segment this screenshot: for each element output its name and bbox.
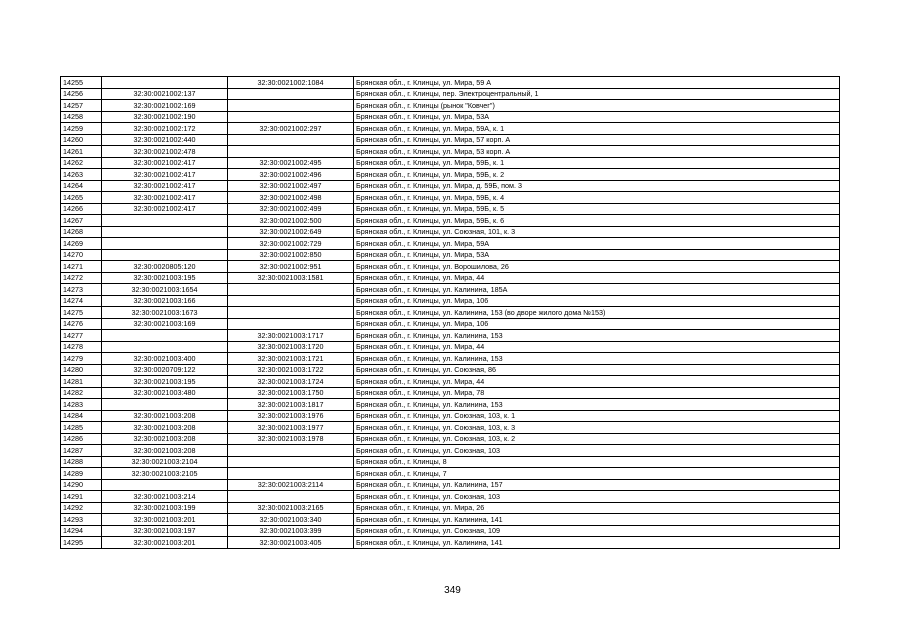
address-cell: Брянская обл., г. Клинцы, ул. Мира, 26 (354, 502, 840, 514)
cadastral-number-b-cell: 32:30:0021003:2114 (228, 479, 354, 491)
row-number-cell: 14260 (61, 134, 102, 146)
cadastral-number-a-cell: 32:30:0021003:201 (102, 514, 228, 526)
table-row (61, 203, 840, 215)
row-number-cell: 14276 (61, 318, 102, 330)
cadastral-number-b-cell: 32:30:0021002:495 (228, 157, 354, 169)
cadastral-number-a-cell (102, 249, 228, 261)
address-cell: Брянская обл., г. Клинцы, ул. Мира, 57 корп. А (354, 134, 840, 146)
cadastral-number-b-cell (228, 284, 354, 296)
cadastral-number-a-cell: 32:30:0020805:120 (102, 261, 228, 273)
table-row (61, 341, 840, 353)
cadastral-number-b-cell: 32:30:0021002:1084 (228, 77, 354, 89)
cadastral-number-a-cell: 32:30:0021003:1654 (102, 284, 228, 296)
table-row (61, 100, 840, 112)
address-cell: Брянская обл., г. Клинцы, ул. Мира, 44 (354, 341, 840, 353)
table-row (61, 491, 840, 503)
cadastral-number-a-cell: 32:30:0021003:195 (102, 376, 228, 388)
cadastral-number-a-cell: 32:30:0020709:122 (102, 364, 228, 376)
cadastral-number-a-cell (102, 399, 228, 411)
cadastral-number-b-cell: 32:30:0021003:1817 (228, 399, 354, 411)
cadastral-number-a-cell: 32:30:0021002:440 (102, 134, 228, 146)
table-row (61, 123, 840, 135)
cadastral-number-a-cell: 32:30:0021002:169 (102, 100, 228, 112)
address-cell: Брянская обл., г. Клинцы, ул. Мира, 59Б, к. 2 (354, 169, 840, 181)
row-number-cell: 14262 (61, 157, 102, 169)
table-row (61, 111, 840, 123)
address-cell: Брянская обл., г. Клинцы, ул. Союзная, 101, к. 3 (354, 226, 840, 238)
row-number-cell: 14289 (61, 468, 102, 480)
table-row (61, 318, 840, 330)
cadastral-number-b-cell: 32:30:0021002:496 (228, 169, 354, 181)
cadastral-number-b-cell: 32:30:0021003:1976 (228, 410, 354, 422)
row-number-cell: 14259 (61, 123, 102, 135)
row-number-cell: 14257 (61, 100, 102, 112)
row-number-cell: 14277 (61, 330, 102, 342)
cadastral-number-b-cell (228, 318, 354, 330)
row-number-cell: 14268 (61, 226, 102, 238)
row-number-cell: 14285 (61, 422, 102, 434)
address-cell: Брянская обл., г. Клинцы, ул. Союзная, 103 (354, 491, 840, 503)
cadastral-number-a-cell: 32:30:0021002:172 (102, 123, 228, 135)
cadastral-number-b-cell: 32:30:0021002:297 (228, 123, 354, 135)
row-number-cell: 14266 (61, 203, 102, 215)
row-number-cell: 14292 (61, 502, 102, 514)
cadastral-number-b-cell: 32:30:0021003:340 (228, 514, 354, 526)
cadastral-number-b-cell: 32:30:0021003:405 (228, 537, 354, 549)
address-cell: Брянская обл., г. Клинцы, ул. Ворошилова, 26 (354, 261, 840, 273)
cadastral-number-a-cell: 32:30:0021002:417 (102, 180, 228, 192)
cadastral-number-b-cell: 32:30:0021003:2165 (228, 502, 354, 514)
cadastral-number-b-cell: 32:30:0021003:1750 (228, 387, 354, 399)
table-row (61, 215, 840, 227)
cadastral-number-b-cell: 32:30:0021003:1581 (228, 272, 354, 284)
row-number-cell: 14267 (61, 215, 102, 227)
address-cell: Брянская обл., г. Клинцы, ул. Союзная, 109 (354, 525, 840, 537)
table-row (61, 468, 840, 480)
cadastral-number-a-cell: 32:30:0021003:208 (102, 422, 228, 434)
row-number-cell: 14284 (61, 410, 102, 422)
cadastral-number-a-cell (102, 330, 228, 342)
table-row (61, 456, 840, 468)
row-number-cell: 14273 (61, 284, 102, 296)
cadastral-number-a-cell: 32:30:0021003:166 (102, 295, 228, 307)
cadastral-number-b-cell: 32:30:0021002:729 (228, 238, 354, 250)
row-number-cell: 14274 (61, 295, 102, 307)
row-number-cell: 14261 (61, 146, 102, 158)
table-row (61, 77, 840, 89)
cadastral-number-b-cell: 32:30:0021003:1724 (228, 376, 354, 388)
address-cell: Брянская обл., г. Клинцы, ул. Союзная, 103, к. 1 (354, 410, 840, 422)
cadastral-number-b-cell (228, 111, 354, 123)
table-row (61, 295, 840, 307)
table-row (61, 169, 840, 181)
table-row (61, 272, 840, 284)
table-row (61, 445, 840, 457)
table-row (61, 330, 840, 342)
table-row (61, 387, 840, 399)
cadastral-number-a-cell: 32:30:0021003:2105 (102, 468, 228, 480)
table-row (61, 410, 840, 422)
address-cell: Брянская обл., г. Клинцы, пер. Электроцентральный, 1 (354, 88, 840, 100)
address-cell: Брянская обл., г. Клинцы, ул. Мира, д. 59Б, пом. 3 (354, 180, 840, 192)
address-cell: Брянская обл., г. Клинцы, ул. Калинина, 153 (354, 330, 840, 342)
cadastral-number-b-cell: 32:30:0021003:1717 (228, 330, 354, 342)
cadastral-number-a-cell: 32:30:0021002:417 (102, 192, 228, 204)
cadastral-number-b-cell: 32:30:0021003:399 (228, 525, 354, 537)
cadastral-number-a-cell (102, 77, 228, 89)
address-cell: Брянская обл., г. Клинцы, ул. Союзная, 86 (354, 364, 840, 376)
cadastral-number-a-cell (102, 238, 228, 250)
registry-table-body (61, 77, 840, 549)
cadastral-number-b-cell (228, 456, 354, 468)
table-row (61, 88, 840, 100)
cadastral-number-b-cell: 32:30:0021002:497 (228, 180, 354, 192)
cadastral-number-b-cell (228, 445, 354, 457)
cadastral-number-b-cell: 32:30:0021003:1978 (228, 433, 354, 445)
address-cell: Брянская обл., г. Клинцы, ул. Мира, 59Б, к. 5 (354, 203, 840, 215)
cadastral-number-a-cell: 32:30:0021003:208 (102, 410, 228, 422)
address-cell: Брянская обл., г. Клинцы, ул. Калинина, 153 (354, 353, 840, 365)
row-number-cell: 14294 (61, 525, 102, 537)
cadastral-number-a-cell: 32:30:0021003:208 (102, 433, 228, 445)
row-number-cell: 14255 (61, 77, 102, 89)
address-cell: Брянская обл., г. Клинцы, ул. Мира, 53А (354, 111, 840, 123)
address-cell: Брянская обл., г. Клинцы, ул. Калинина, 157 (354, 479, 840, 491)
address-cell: Брянская обл., г. Клинцы, ул. Союзная, 103 (354, 445, 840, 457)
row-number-cell: 14269 (61, 238, 102, 250)
row-number-cell: 14280 (61, 364, 102, 376)
cadastral-number-a-cell: 32:30:0021002:137 (102, 88, 228, 100)
address-cell: Брянская обл., г. Клинцы (рынок "Ковчег") (354, 100, 840, 112)
address-cell: Брянская обл., г. Клинцы, ул. Калинина, 141 (354, 514, 840, 526)
page-number: 349 (444, 585, 461, 596)
cadastral-number-b-cell: 32:30:0021002:951 (228, 261, 354, 273)
row-number-cell: 14282 (61, 387, 102, 399)
cadastral-number-a-cell (102, 215, 228, 227)
cadastral-number-a-cell: 32:30:0021003:1673 (102, 307, 228, 319)
cadastral-number-b-cell (228, 468, 354, 480)
row-number-cell: 14291 (61, 491, 102, 503)
address-cell: Брянская обл., г. Клинцы, ул. Мира, 106 (354, 295, 840, 307)
cadastral-number-b-cell: 32:30:0021003:1720 (228, 341, 354, 353)
table-row (61, 146, 840, 158)
table-row (61, 364, 840, 376)
address-cell: Брянская обл., г. Клинцы, ул. Калинина, 185А (354, 284, 840, 296)
table-row (61, 399, 840, 411)
table-row (61, 479, 840, 491)
table-row (61, 353, 840, 365)
cadastral-number-a-cell: 32:30:0021002:417 (102, 169, 228, 181)
address-cell: Брянская обл., г. Клинцы, ул. Мира, 106 (354, 318, 840, 330)
address-cell: Брянская обл., г. Клинцы, 8 (354, 456, 840, 468)
table-row (61, 226, 840, 238)
row-number-cell: 14278 (61, 341, 102, 353)
address-cell: Брянская обл., г. Клинцы, ул. Союзная, 103, к. 3 (354, 422, 840, 434)
cadastral-number-a-cell (102, 479, 228, 491)
address-cell: Брянская обл., г. Клинцы, ул. Мира, 59Б, к. 4 (354, 192, 840, 204)
address-cell: Брянская обл., г. Клинцы, ул. Калинина, 141 (354, 537, 840, 549)
row-number-cell: 14258 (61, 111, 102, 123)
address-cell: Брянская обл., г. Клинцы, ул. Калинина, 153 (354, 399, 840, 411)
cadastral-number-a-cell: 32:30:0021003:169 (102, 318, 228, 330)
cadastral-number-b-cell (228, 307, 354, 319)
cadastral-number-a-cell: 32:30:0021003:2104 (102, 456, 228, 468)
table-row (61, 157, 840, 169)
table-row (61, 307, 840, 319)
row-number-cell: 14286 (61, 433, 102, 445)
cadastral-number-a-cell (102, 341, 228, 353)
table-row (61, 249, 840, 261)
table-row (61, 514, 840, 526)
row-number-cell: 14293 (61, 514, 102, 526)
cadastral-number-a-cell: 32:30:0021003:400 (102, 353, 228, 365)
row-number-cell: 14290 (61, 479, 102, 491)
row-number-cell: 14295 (61, 537, 102, 549)
table-row (61, 192, 840, 204)
cadastral-number-b-cell: 32:30:0021002:498 (228, 192, 354, 204)
address-cell: Брянская обл., г. Клинцы, ул. Союзная, 103, к. 2 (354, 433, 840, 445)
table-row (61, 376, 840, 388)
address-cell: Брянская обл., г. Клинцы, ул. Калинина, 153 (во дворе жилого дома №153) (354, 307, 840, 319)
row-number-cell: 14272 (61, 272, 102, 284)
row-number-cell: 14263 (61, 169, 102, 181)
cadastral-number-b-cell (228, 491, 354, 503)
address-cell: Брянская обл., г. Клинцы, ул. Мира, 78 (354, 387, 840, 399)
cadastral-number-b-cell: 32:30:0021002:499 (228, 203, 354, 215)
address-cell: Брянская обл., г. Клинцы, ул. Мира, 59А (354, 238, 840, 250)
row-number-cell: 14287 (61, 445, 102, 457)
cadastral-number-b-cell (228, 88, 354, 100)
address-cell: Брянская обл., г. Клинцы, 7 (354, 468, 840, 480)
cadastral-number-a-cell: 32:30:0021003:197 (102, 525, 228, 537)
cadastral-number-a-cell: 32:30:0021003:208 (102, 445, 228, 457)
cadastral-number-a-cell: 32:30:0021002:190 (102, 111, 228, 123)
cadastral-number-b-cell: 32:30:0021003:1722 (228, 364, 354, 376)
cadastral-number-a-cell: 32:30:0021003:195 (102, 272, 228, 284)
row-number-cell: 14279 (61, 353, 102, 365)
row-number-cell: 14283 (61, 399, 102, 411)
cadastral-number-b-cell: 32:30:0021002:500 (228, 215, 354, 227)
address-cell: Брянская обл., г. Клинцы, ул. Мира, 59Б, к. 6 (354, 215, 840, 227)
row-number-cell: 14256 (61, 88, 102, 100)
table-row (61, 134, 840, 146)
cadastral-number-a-cell: 32:30:0021003:480 (102, 387, 228, 399)
cadastral-number-b-cell (228, 134, 354, 146)
address-cell: Брянская обл., г. Клинцы, ул. Мира, 44 (354, 272, 840, 284)
address-cell: Брянская обл., г. Клинцы, ул. Мира, 59А, к. 1 (354, 123, 840, 135)
table-row (61, 537, 840, 549)
cadastral-number-a-cell: 32:30:0021003:199 (102, 502, 228, 514)
cadastral-number-b-cell: 32:30:0021003:1977 (228, 422, 354, 434)
row-number-cell: 14271 (61, 261, 102, 273)
address-cell: Брянская обл., г. Клинцы, ул. Мира, 53А (354, 249, 840, 261)
cadastral-number-b-cell: 32:30:0021003:1721 (228, 353, 354, 365)
table-row (61, 261, 840, 273)
table-row (61, 433, 840, 445)
row-number-cell: 14270 (61, 249, 102, 261)
registry-table (60, 76, 840, 549)
address-cell: Брянская обл., г. Клинцы, ул. Мира, 53 корп. А (354, 146, 840, 158)
table-row (61, 525, 840, 537)
cadastral-number-b-cell (228, 146, 354, 158)
cadastral-number-a-cell (102, 226, 228, 238)
table-row (61, 284, 840, 296)
cadastral-number-a-cell: 32:30:0021002:417 (102, 157, 228, 169)
row-number-cell: 14264 (61, 180, 102, 192)
cadastral-number-a-cell: 32:30:0021002:417 (102, 203, 228, 215)
table-row (61, 502, 840, 514)
row-number-cell: 14265 (61, 192, 102, 204)
table-row (61, 180, 840, 192)
table-row (61, 422, 840, 434)
cadastral-number-b-cell (228, 295, 354, 307)
cadastral-number-a-cell: 32:30:0021003:201 (102, 537, 228, 549)
cadastral-number-b-cell (228, 100, 354, 112)
cadastral-number-a-cell: 32:30:0021002:478 (102, 146, 228, 158)
row-number-cell: 14288 (61, 456, 102, 468)
row-number-cell: 14275 (61, 307, 102, 319)
cadastral-number-b-cell: 32:30:0021002:649 (228, 226, 354, 238)
row-number-cell: 14281 (61, 376, 102, 388)
table-row (61, 238, 840, 250)
cadastral-number-a-cell: 32:30:0021003:214 (102, 491, 228, 503)
cadastral-number-b-cell: 32:30:0021002:850 (228, 249, 354, 261)
address-cell: Брянская обл., г. Клинцы, ул. Мира, 59 А (354, 77, 840, 89)
address-cell: Брянская обл., г. Клинцы, ул. Мира, 44 (354, 376, 840, 388)
address-cell: Брянская обл., г. Клинцы, ул. Мира, 59Б, к. 1 (354, 157, 840, 169)
